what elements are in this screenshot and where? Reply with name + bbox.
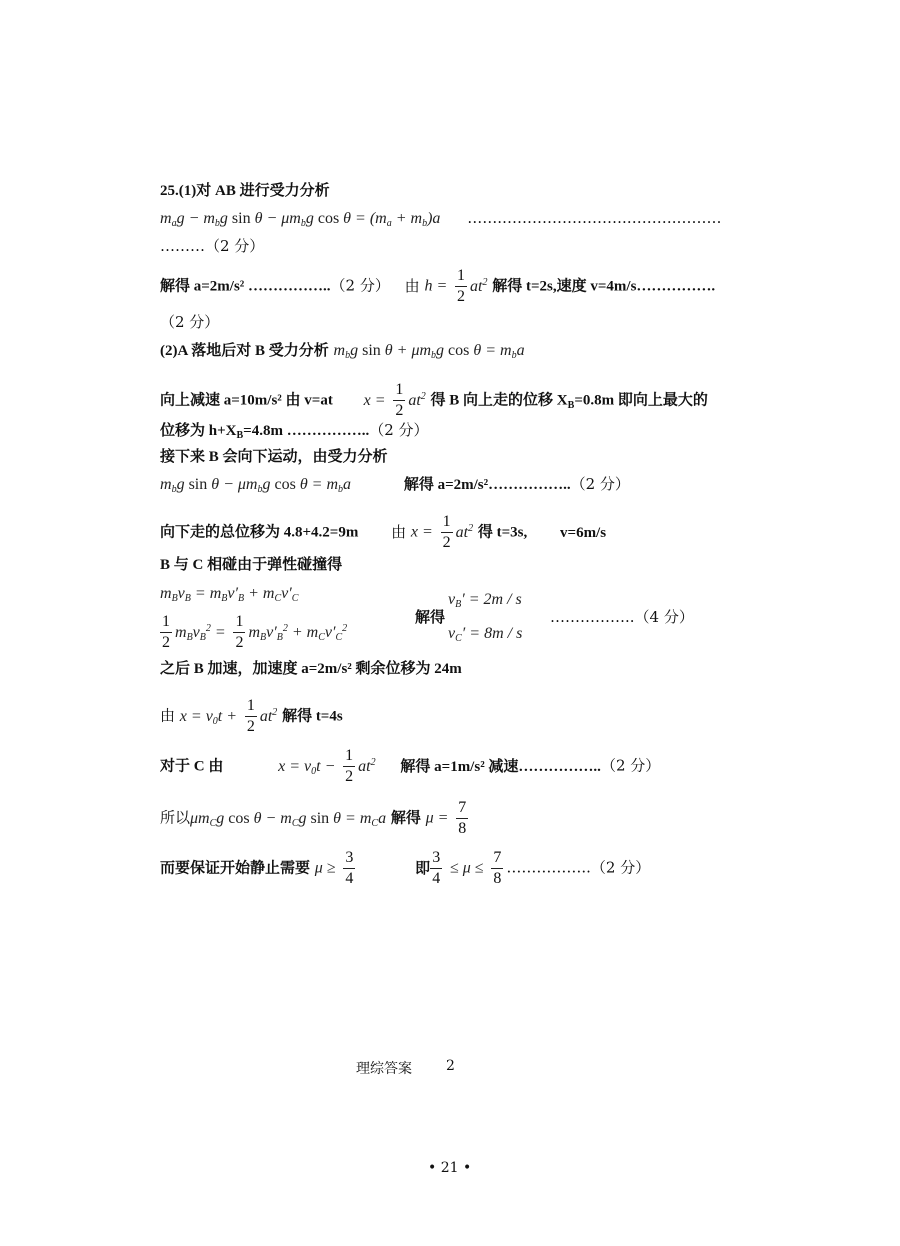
after-line: 之后 B 加速，加速度 a=2m/s² 剩余位移为 24m xyxy=(160,661,462,677)
momentum-eq: $m_Bv_B = m_Bv'_B + m_Cv'_C$ xyxy=(160,585,299,604)
vc-result: $v_C' = 8m / s$ xyxy=(448,625,523,644)
condition-line: 而要保证开始静止需要 μ ≥ $\frac{3}{4}$ 即 $\frac{3}{4}$ ≤ μ ≤ $\frac{7}{8}$ ……………..（2 分） xyxy=(160,849,651,887)
fraction-half: $\frac{1}{2}$ xyxy=(162,613,170,651)
fraction-7-8: $\frac{7}{8}$ xyxy=(458,799,467,837)
fraction-half: $\frac{1}{2}$ xyxy=(345,747,354,785)
down-line: 接下来 B 会向下运动，由受力分析 xyxy=(160,449,388,465)
score-4: ……………..（4 分） xyxy=(550,608,694,626)
collide-line: B 与 C 相碰由于弹性碰撞得 xyxy=(160,557,343,573)
mu-line: 所以$\mu m_Cg$ $\cos \theta - m_Cg$ $\sin \theta = m_Ca$ 解得 μ = $\frac{7}{8}$ xyxy=(160,799,467,837)
fraction-half: $\frac{1}{2}$ xyxy=(246,697,255,735)
fraction-half: $\frac{1}{2}$ xyxy=(235,613,244,651)
score-line-2: （2 分） xyxy=(160,313,220,331)
footer-label: 理综答案 xyxy=(356,1061,412,1077)
b-time-line: 由 $x = v_0t$ + $\frac{1}{2}$ $at^2$ 解得 t=4s xyxy=(160,697,343,735)
energy-eq: $\frac{1}{2}$ $m_Bv_B^2$ = $\frac{1}{2}$ $m_Bv'_B^2 + m_Cv'_C^2$ xyxy=(162,613,348,651)
decel-line: 向上减速 a=10m/s² 由 v=at x = $\frac{1}{2}$ $at^2$ 得 B 向上走的位移 $X_B=0.8m$ 即向上最大的 xyxy=(160,381,708,419)
fraction-half: $\frac{1}{2}$ xyxy=(395,381,404,419)
footer-number: 2 xyxy=(446,1058,455,1074)
fraction-7-8: $\frac{7}{8}$ xyxy=(493,849,502,887)
down-eq-line: $m_bg$ $\sin \theta - \mu m_bg$ $\cos \theta = m_ba$ 解得 a=2m/s²……………..（2 分） xyxy=(160,475,630,495)
fraction-3-4: $\frac{3}{4}$ xyxy=(345,849,354,887)
vb-result: $v_B' = 2m / s$ xyxy=(448,591,522,610)
down-total-line: 向下走的总位移为 4.8+4.2=9m 由 x = $\frac{1}{2}$ $at^2$ 得 t=3s, v=6m/s xyxy=(160,513,607,551)
collide-solve-label: 解得 xyxy=(415,610,446,626)
fraction-half: $\frac{1}{2}$ xyxy=(457,267,466,305)
page-number: • 21 • xyxy=(428,1160,472,1176)
disp-line: 位移为 $h+X_B=4.8m$ ……………..（2 分） xyxy=(160,421,429,441)
result-line-1: 解得 a=2m/s² ……………..（2 分） 由 h = $\frac{1}{2}$ $at^2$ 解得 t=2s,速度 v=4m/s……………. xyxy=(160,267,716,305)
c-line: 对于 C 由 $x = v_0t$ − $\frac{1}{2}$ $at^2$ 解得 a=1m/s² 减速……………..（2 分） xyxy=(160,747,661,785)
problem-heading: 25.(1)对 AB 进行受力分析 xyxy=(160,183,330,199)
equation-ab: $m_ag - m_bg$ $\sin \theta - \mu m_bg$ $\cos \theta = (m_a + m_b)a$ …….…………………….……….……… xyxy=(160,209,722,229)
part2-line: (2)A 落地后对 B 受力分析 $m_bg$ $\sin \theta + \mu m_bg$ $\cos \theta = m_ba$ xyxy=(160,342,525,361)
fraction-3-4: $\frac{3}{4}$ xyxy=(432,849,441,887)
fraction-half: $\frac{1}{2}$ xyxy=(442,513,451,551)
score-line-1: ………（2 分） xyxy=(160,237,265,255)
